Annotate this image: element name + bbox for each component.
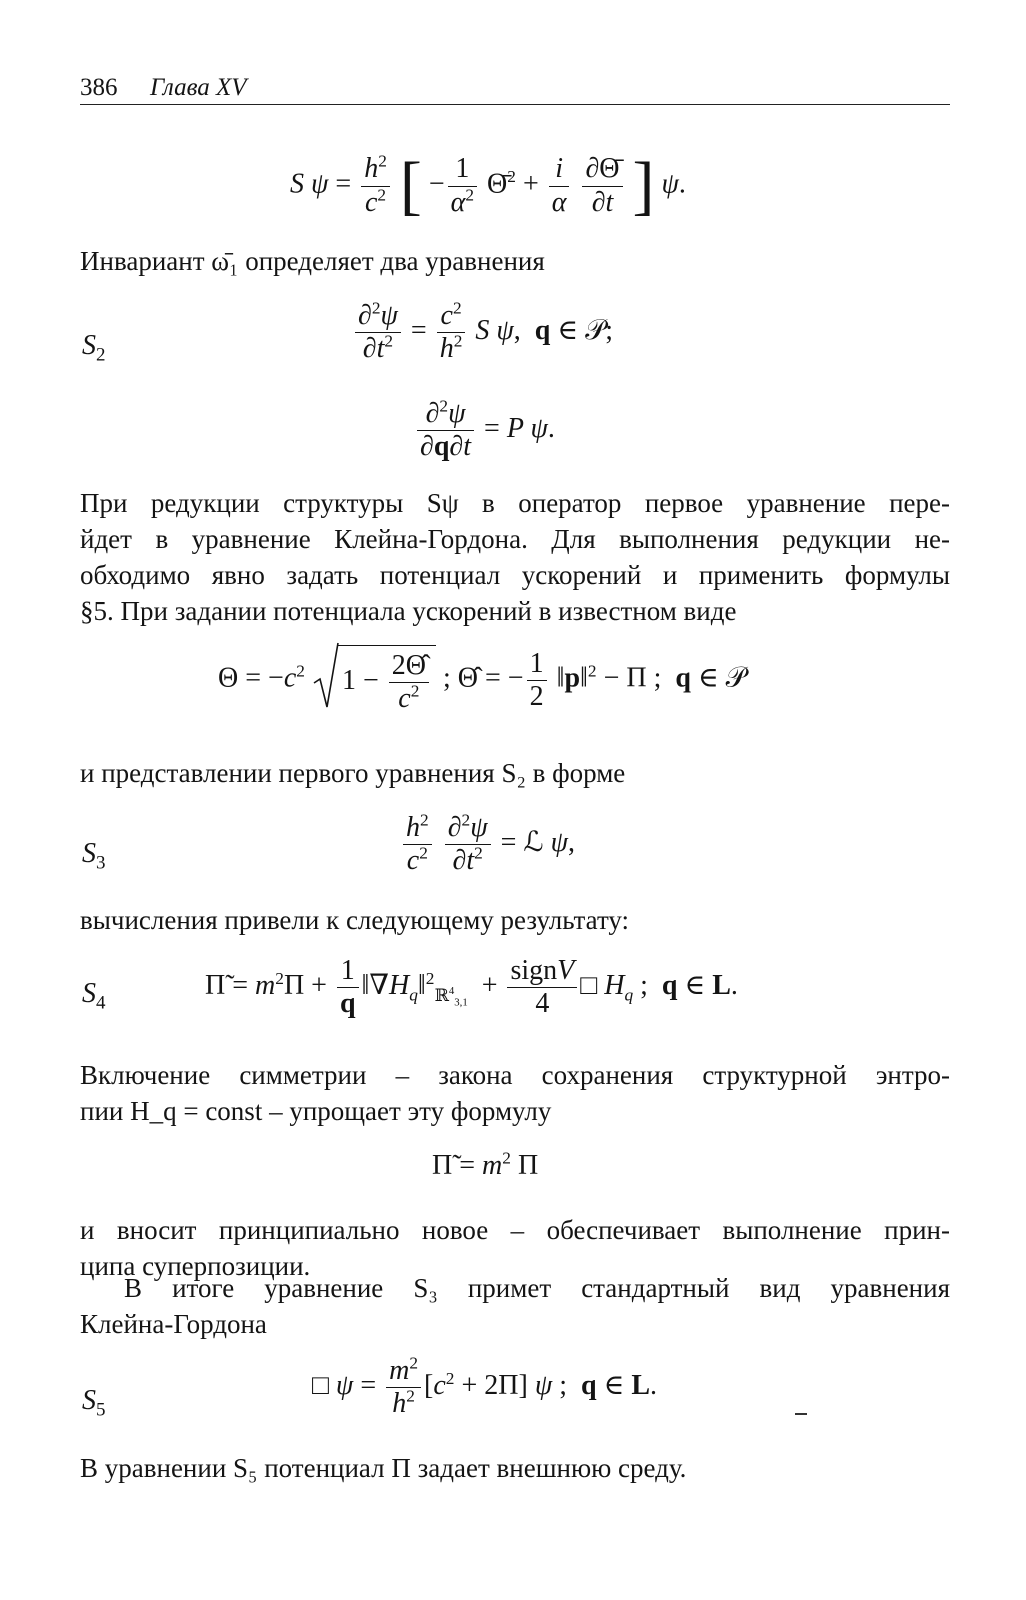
paragraph-result-s3: В итоге уравнение S₃ примет стандартный вид уравнения Клейна-Гордона xyxy=(80,1273,950,1339)
paragraph-superposition: и вносит принципиально новое – обеспечивает выполнение прин- ципа суперпозиции. xyxy=(80,1215,950,1281)
equation-theta: $\Theta = -c^2$ 1 − $\frac{2\Thetâ}{c^2}$ ; Θ̂ = − $\frac{1}{2}$ ‖p‖$^2$ − Π ; q ∈ 𝒫 xyxy=(218,645,746,715)
paragraph-symmetry: Включение симметрии – закона сохранения структурной энтро- пии H_q = const – упрощает эту формулу xyxy=(80,1060,950,1126)
paragraph-result: вычисления привели к следующему результату: xyxy=(80,905,630,935)
paragraph-invariant: Инвариант ω̄₁ определяет два уравнения xyxy=(80,246,545,276)
chapter-title: Глава XV xyxy=(150,74,247,101)
paragraph-reduction: При редукции структуры Sψ в оператор первое уравнение пере- йдет в уравнение Клейна-Гордона. Для выполнения редукции не- обходимо явно задать потенциал ускорений и применить формулы §5. При задании потенциала ускорений в известном виде xyxy=(80,488,950,626)
label-s3: $S_3$ xyxy=(82,838,106,874)
equation-s3: $\frac{h^2}{c^2}$ $\frac{\partial^2\psi}{\partial t^2}$ = ℒ ψ, xyxy=(400,812,575,877)
label-s2: $S_2$ xyxy=(82,330,106,366)
label-s5: $S_5$ xyxy=(82,1385,106,1421)
label-s4: $S_4$ xyxy=(82,978,106,1014)
paragraph-representation: и представлении первого уравнения S₂ в форме xyxy=(80,758,626,788)
equation-s2-second: $\frac{\partial^2\psi}{\partial q\partial t}$ = P ψ. xyxy=(414,398,555,463)
equation-s2-first: $\frac{\partial^2\psi}{\partial t^2}$ = $\frac{c^2}{h^2}$ S ψ, q ∈ 𝒫; xyxy=(352,300,613,365)
stray-mark xyxy=(795,1413,807,1415)
running-header xyxy=(80,70,950,105)
page-number: 386 xyxy=(80,74,118,101)
equation-pi-tilde: Π̃ = $m^2$ Π xyxy=(432,1148,539,1181)
equation-s-psi: S ψ = $\frac{h^2}{c^2}$ [ − $\frac{1}{\alpha^2}$ Θ̄$^2$ + $\frac{i}{\alpha}$ $\frac{\partial\Thetā}{\partial t}$ ] ψ. xyxy=(290,149,686,222)
paragraph-final: В уравнении S₅ потенциал Π задает внешнюю среду. xyxy=(80,1453,687,1483)
equation-s4: Π̃ = $m^2\Pi$ + $\frac{1}{q}$ $‖\nabla H_q‖^2_{ℝ^4_{3,1}}$ + $\frac{\text{signV}}{4}$ □ $H_q$ ; q ∈ L. xyxy=(205,955,738,1020)
equation-s5: □ ψ = $\frac{m^2}{h^2}$ $[c^2 + 2\Pi]$ ψ ; q ∈ L. xyxy=(312,1353,657,1420)
